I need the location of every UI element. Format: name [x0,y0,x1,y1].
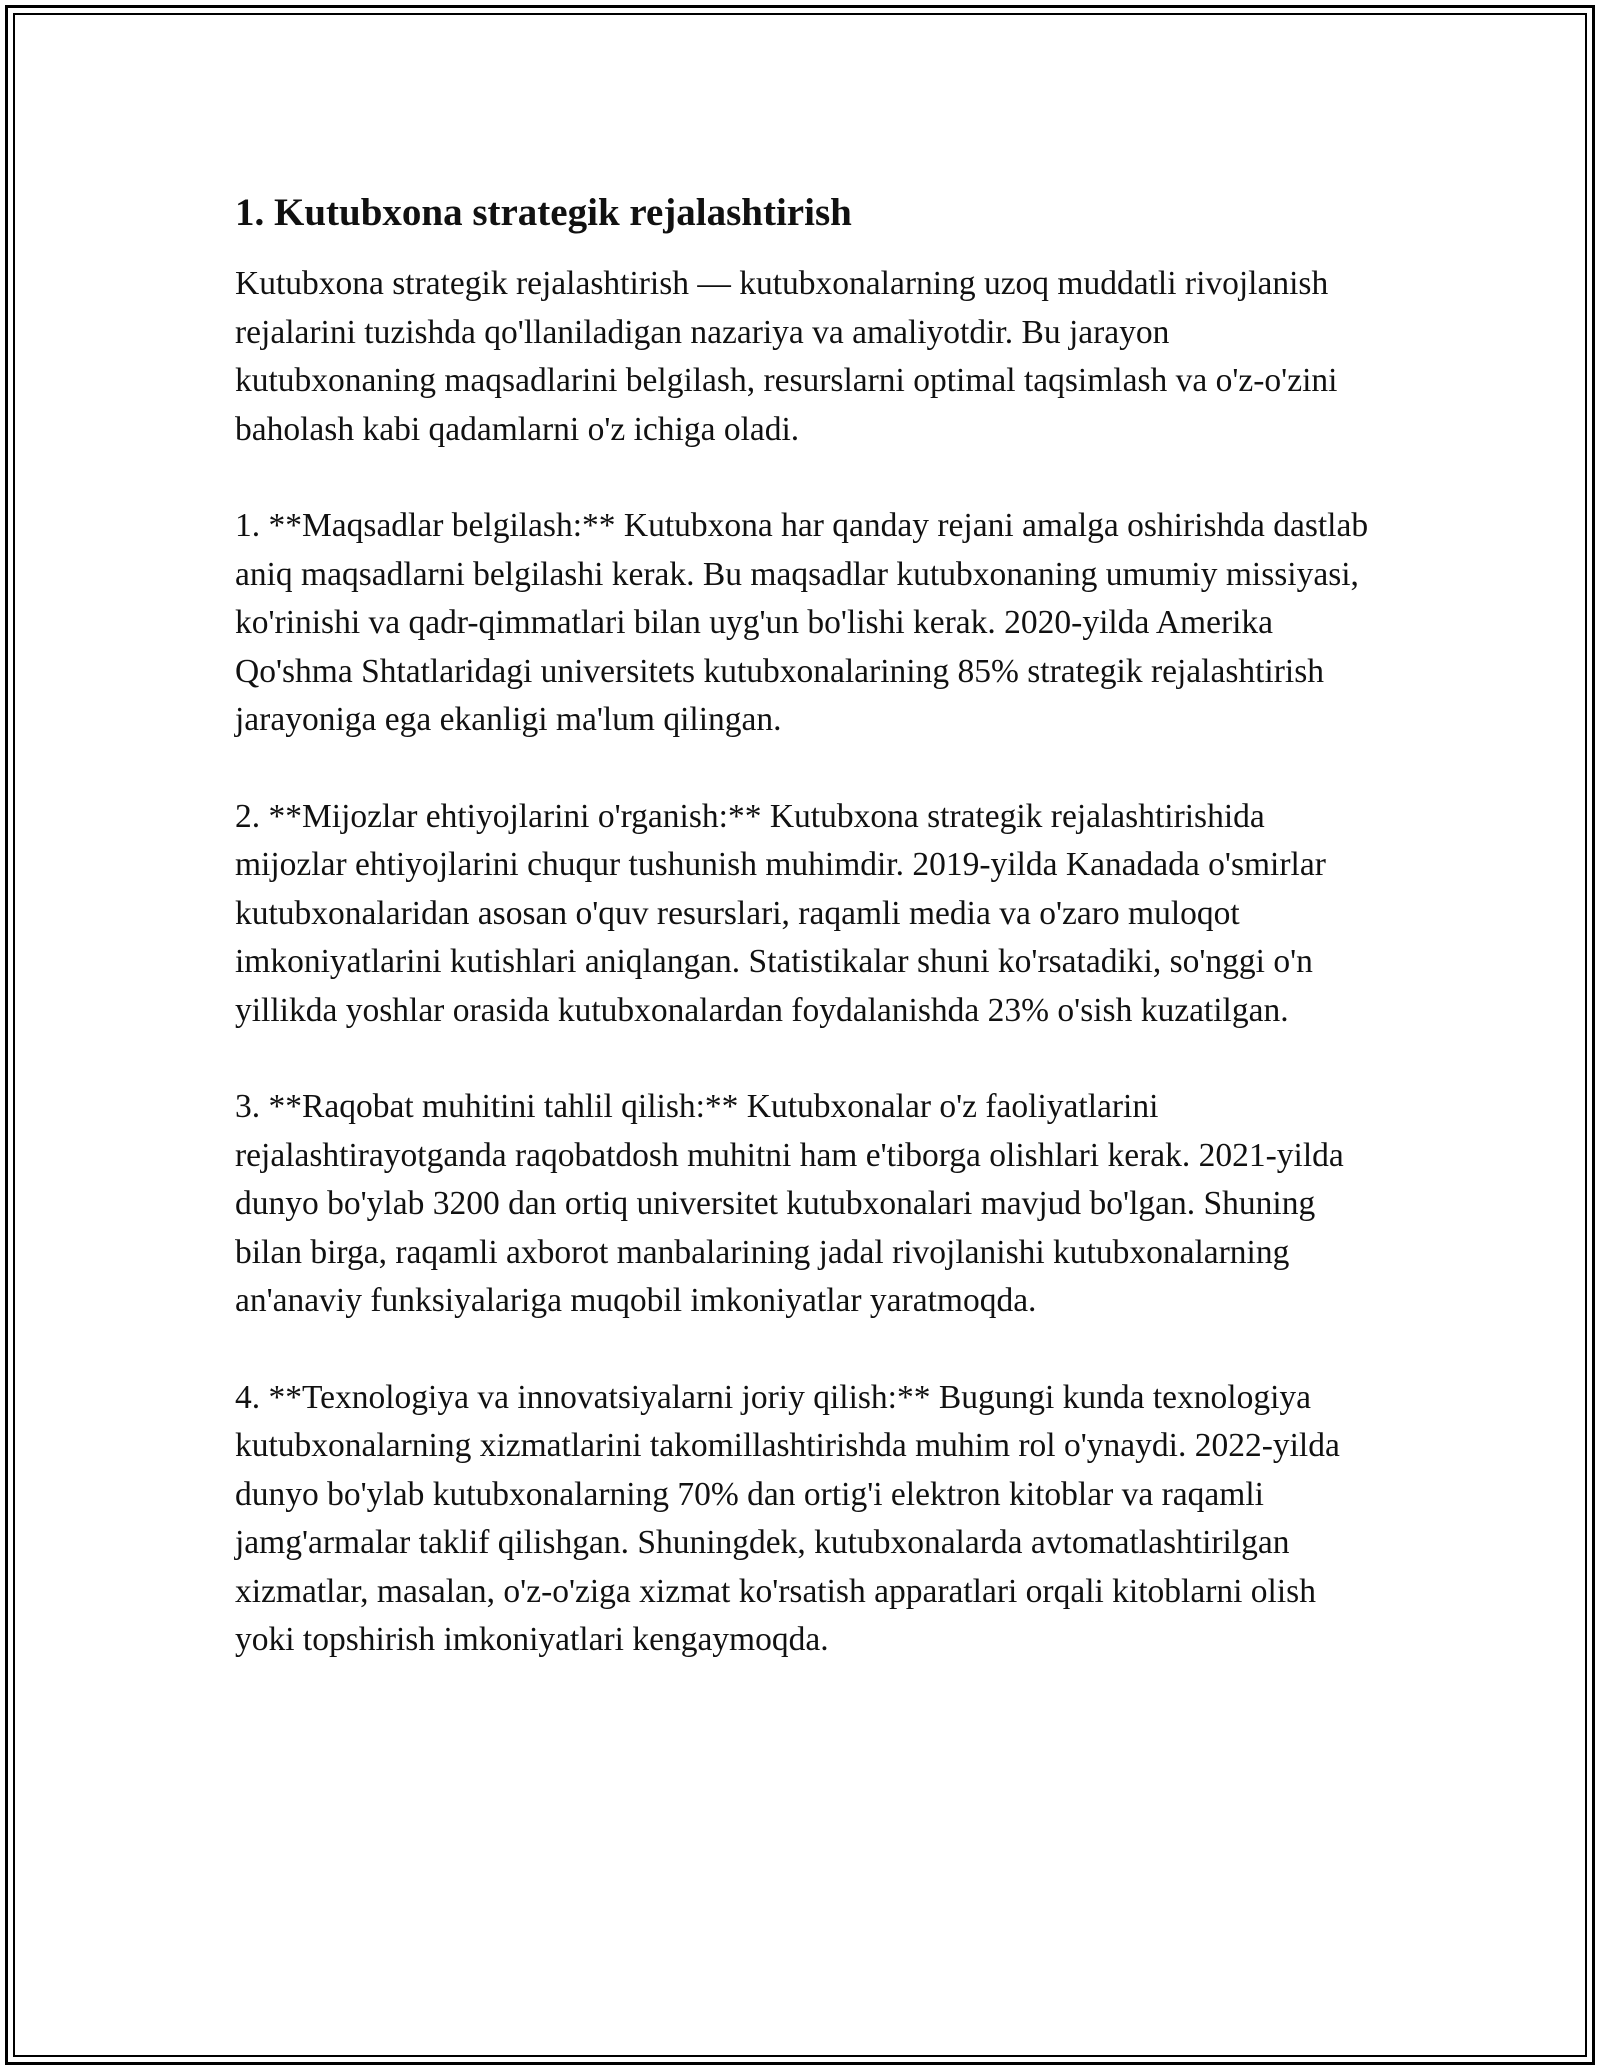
list-item-technology: 4. **Texnologiya va innovatsiyalarni joriy qilish:** Bugungi kunda texnologiya kutubxonalarning xizmatlarini takomillashtirishda muhim rol o'ynaydi. 2022-yilda dunyo bo'ylab kutubxonalarning 70% dan ortig'i elektron kitoblar va raqamli jamg'armalar taklif qilishgan. Shuningdek, kutubxonalarda avtomatlashtirilgan xizmatlar, masalan, o'z-o'ziga xizmat ko'rsatish apparatlari orqali kitoblarni olish yoki topshirish imkoniyatlari kengaymoqda. [235,1378,1340,1658]
list-item-goals: 1. **Maqsadlar belgilash:** Kutubxona har qanday rejani amalga oshirishda dastlab aniq maqsadlarni belgilashi kerak. Bu maqsadlar kutubxonaning umumiy missiyasi, ko'rinishi va qadr-qimmatlari bilan uyg'un bo'lishi kerak. 2020-yilda Amerika Qo'shma Shtatlaridagi universitets kutubxonalarining 85% strategik rejalashtirish jarayoniga ega ekanligi ma'lum qilingan. [235,507,1369,738]
list-item-customer-needs: 2. **Mijozlar ehtiyojlarini o'rganish:** Kutubxona strategik rejalashtirishida mijozlar ehtiyojlarini chuqur tushunish muhimdir. 2019-yilda Kanadada o'smirlar kutubxonalaridan asosan o'quv resurslari, raqamli media va o'zaro muloqot imkoniyatlarini kutishlari aniqlangan. Statistikalar shuni ko'rsatadiki, so'nggi o'n yillikda yoshlar orasida kutubxonalardan foydalanishda 23% o'sish kuzatilgan. [235,797,1326,1029]
list-item-competition: 3. **Raqobat muhitini tahlil qilish:** Kutubxonalar o'z faoliyatlarini rejalashtirayotganda raqobatdosh muhitni ham e'tiborga olishlari kerak. 2021-yilda dunyo bo'ylab 3200 dan ortiq universitet kutubxonalari mavjud bo'lgan. Shuning bilan birga, raqamli axborot manbalarining jadal rivojlanishi kutubxonalarning an'anaviy funksiyalariga muqobil imkoniyatlar yaratmoqda. [235,1088,1344,1319]
document-body [235,186,1370,1713]
intro-paragraph: Kutubxona strategik rejalashtirish — kutubxonalarning uzoq muddatli rivojlanish rejalarini tuzishda qo'llaniladigan nazariya va amaliyotdir. Bu jarayon kutubxonaning maqsadlarini belgilash, resurslarni optimal taqsimlash va o'z-o'zini baholash kabi qadamlarni o'z ichiga oladi. [235,265,1338,448]
section-heading: 1. Kutubxona strategik rejalashtirish [235,191,852,234]
